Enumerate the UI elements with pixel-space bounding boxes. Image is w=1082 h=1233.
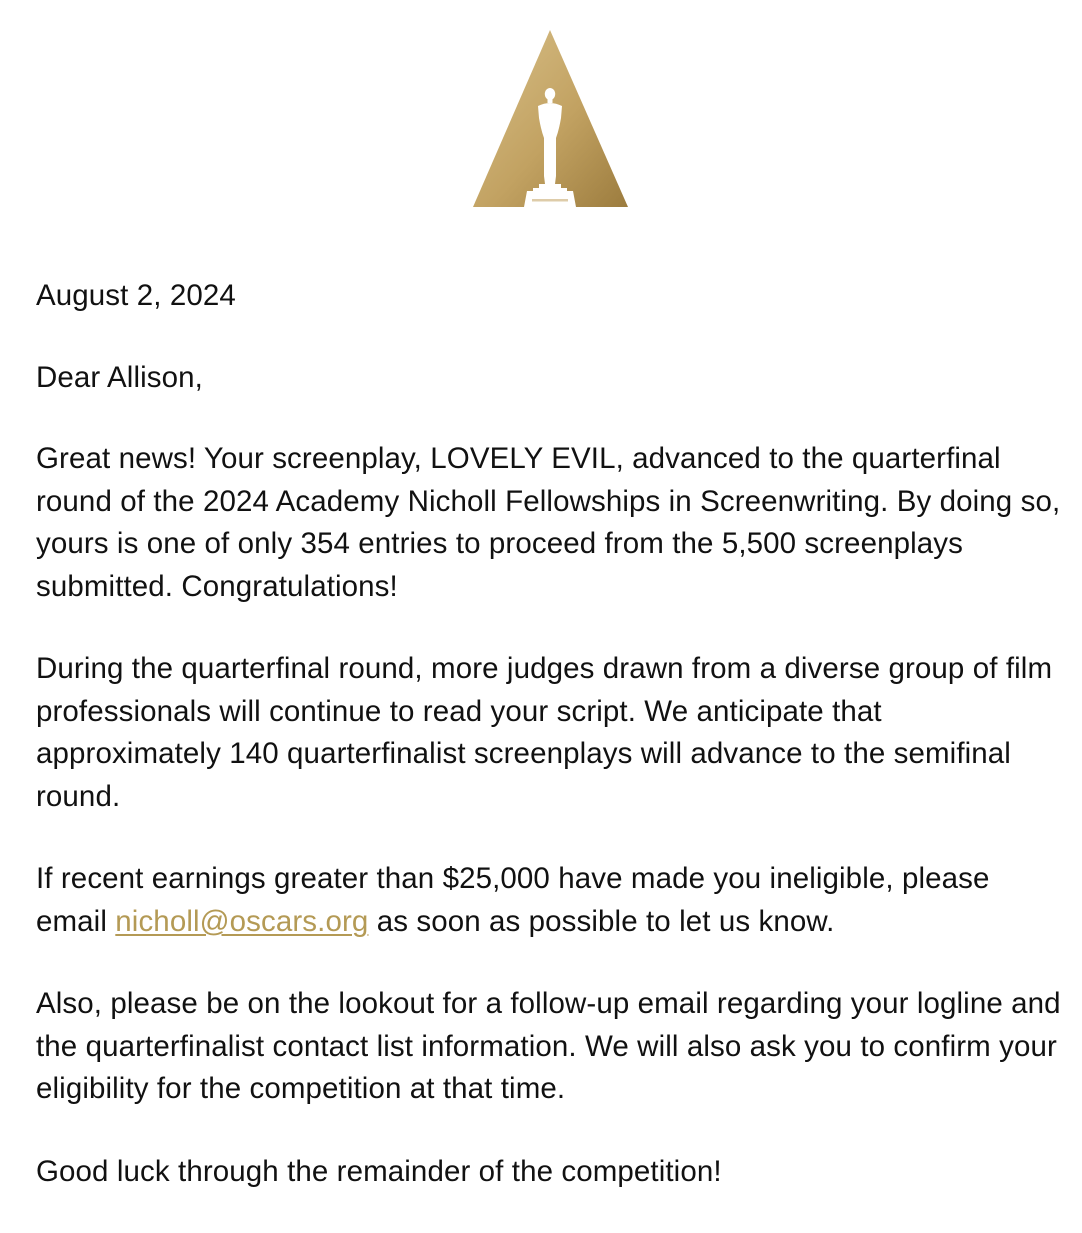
oscar-statuette-icon: [470, 26, 630, 210]
paragraph-quarterfinal-round: During the quarterfinal round, more judges drawn from a diverse group of film professionals will continue to read your script. We anticipate that approximately 140 quarterfinalist screenplays will advance to the semifinal round.: [36, 652, 1053, 813]
letter-body: [36, 275, 1066, 1233]
paragraph-congratulations: Great news! Your screenplay, LOVELY EVIL, advanced to the quarterfinal round of the 2024 Academy Nicholl Fellowships in Screenwriting. By doing so, yours is one of only 354 entries to proceed from the 5,500 screenplays submitted. Congratulations!: [36, 442, 1061, 603]
letter-date: August 2, 2024: [36, 279, 236, 312]
paragraph-follow-up: Also, please be on the lookout for a follow-up email regarding your logline and the quarterfinalist contact list information. We will also ask you to confirm your eligibility for the competition at that time.: [36, 987, 1061, 1105]
email-link[interactable]: nicholl@oscars.org: [115, 904, 369, 938]
paragraph-good-luck: Good luck through the remainder of the competition!: [36, 1154, 722, 1188]
eligibility-text-after: as soon as possible to let us know.: [368, 904, 835, 938]
eligibility-text-before: If recent earnings greater than $25,000 have made you ineligible, please email: [36, 862, 990, 938]
paragraph-eligibility: [36, 858, 1066, 943]
letter-salutation: Dear Allison,: [36, 360, 203, 394]
academy-logo: [470, 26, 630, 210]
